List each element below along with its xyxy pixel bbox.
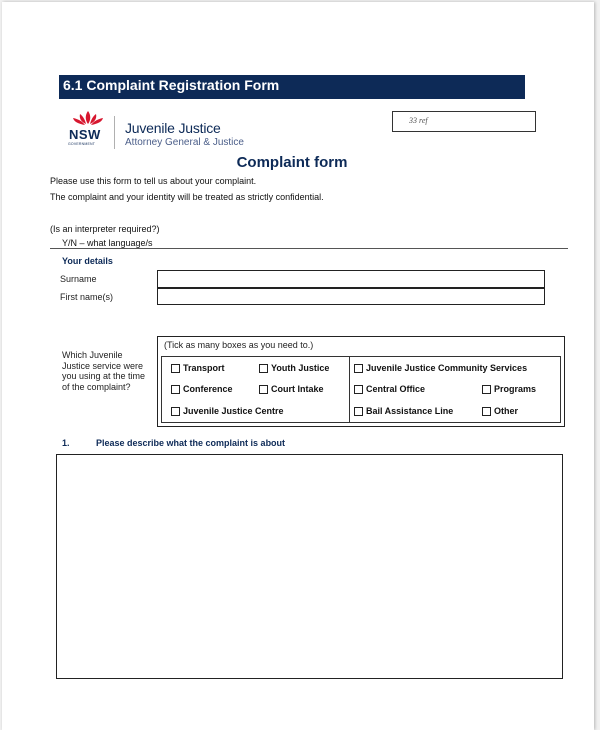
service-selection-box — [157, 336, 565, 427]
option-other-label: Other — [494, 406, 519, 416]
option-bail-assistance[interactable] — [354, 406, 453, 416]
option-transport-label: Transport — [183, 363, 225, 373]
firstname-field[interactable] — [157, 288, 545, 305]
option-conference[interactable] — [171, 384, 233, 394]
checkbox-conference[interactable] — [171, 385, 180, 394]
option-youth-justice-label: Youth Justice — [271, 363, 330, 373]
interpreter-question: (Is an interpreter required?) — [50, 224, 160, 234]
option-central-office-label: Central Office — [366, 384, 426, 394]
form-header-title: 6.1 Complaint Registration Form — [63, 77, 280, 93]
form-header-bar — [59, 75, 525, 99]
option-community-services[interactable] — [354, 363, 527, 373]
option-jj-centre-label: Juvenile Justice Centre — [183, 406, 284, 416]
interpreter-answer-line[interactable]: Y/N – what language/s — [62, 238, 153, 248]
checkbox-bail-assistance[interactable] — [354, 407, 363, 416]
checkbox-youth-justice[interactable] — [259, 364, 268, 373]
checkbox-other[interactable] — [482, 407, 491, 416]
service-question: Which Juvenile Justice service were you using at the time of the complaint? — [62, 350, 146, 392]
logo-title: Juvenile Justice — [125, 120, 221, 136]
question-1-number: 1. — [62, 438, 70, 448]
grid-divider — [349, 357, 350, 422]
your-details-heading: Your details — [62, 256, 113, 266]
service-options-grid — [161, 356, 561, 423]
surname-field[interactable] — [157, 270, 545, 288]
option-court-intake[interactable] — [259, 384, 324, 394]
service-hint: (Tick as many boxes as you need to.) — [164, 340, 314, 350]
checkbox-transport[interactable] — [171, 364, 180, 373]
option-central-office[interactable] — [354, 384, 425, 394]
logo-divider — [114, 116, 115, 149]
option-community-services-label: Juvenile Justice Community Services — [366, 363, 528, 373]
option-programs-label: Programs — [494, 384, 537, 394]
checkbox-community-services[interactable] — [354, 364, 363, 373]
reference-placeholder: 33 ref — [409, 116, 428, 125]
reference-number-field[interactable] — [392, 111, 536, 132]
intro-line-1: Please use this form to tell us about your complaint. — [50, 176, 257, 186]
checkbox-jj-centre[interactable] — [171, 407, 180, 416]
checkbox-court-intake[interactable] — [259, 385, 268, 394]
checkbox-programs[interactable] — [482, 385, 491, 394]
option-court-intake-label: Court Intake — [271, 384, 324, 394]
option-bail-assistance-label: Bail Assistance Line — [366, 406, 454, 416]
option-transport[interactable] — [171, 363, 225, 373]
option-programs[interactable] — [482, 384, 536, 394]
document-page — [2, 2, 594, 730]
intro-line-2: The complaint and your identity will be treated as strictly confidential. — [50, 192, 324, 202]
question-1-text: Please describe what the complaint is about — [96, 438, 286, 448]
surname-label: Surname — [60, 274, 97, 284]
option-conference-label: Conference — [183, 384, 233, 394]
divider-rule — [50, 248, 568, 249]
logo-government-text: GOVERNMENT — [68, 142, 96, 146]
logo-subtitle: Attorney General & Justice — [125, 137, 244, 148]
complaint-description-field[interactable] — [56, 454, 563, 679]
firstname-label: First name(s) — [60, 292, 114, 302]
checkbox-central-office[interactable] — [354, 385, 363, 394]
form-title: Complaint form — [236, 154, 348, 171]
option-other[interactable] — [482, 406, 518, 416]
nsw-juvenile-justice-logo — [62, 109, 262, 151]
waratah-icon — [68, 109, 108, 129]
logo-nsw-text: NSW — [69, 127, 101, 142]
option-jj-centre[interactable] — [171, 406, 284, 416]
option-youth-justice[interactable] — [259, 363, 329, 373]
